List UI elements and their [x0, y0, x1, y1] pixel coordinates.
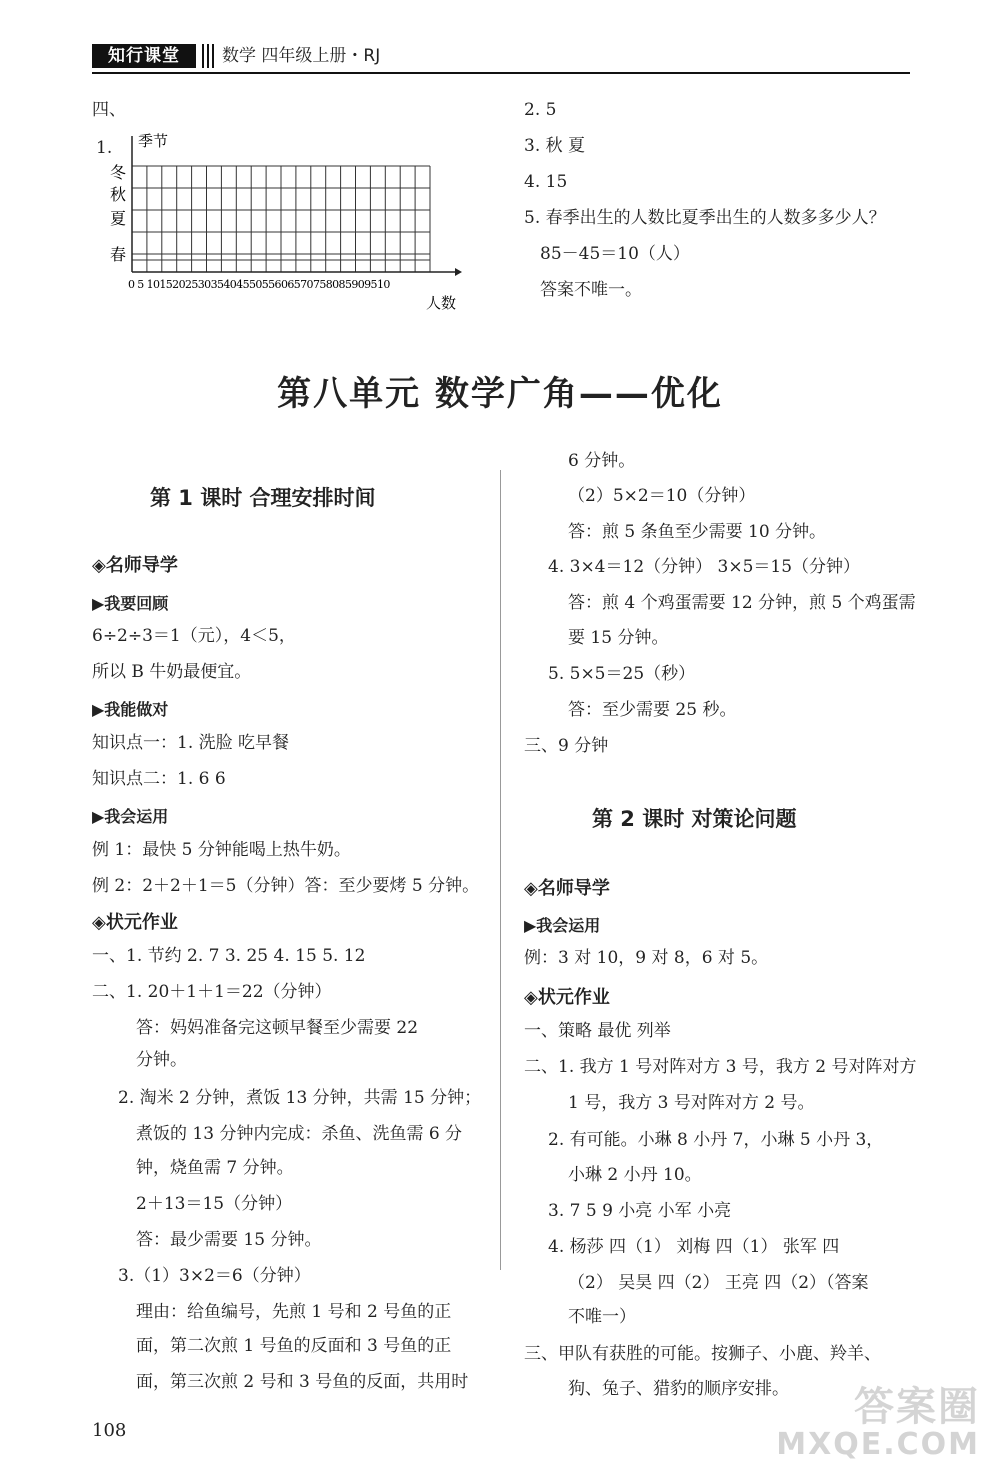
text-line: 三、9 分钟: [524, 736, 609, 756]
review-heading: ▶我要回顾: [92, 594, 169, 613]
text-line: 4. 15: [524, 172, 568, 192]
text-line: 6 分钟。: [568, 451, 636, 471]
season-bar-chart: [100, 130, 470, 315]
text-line: 5. 春季出生的人数比夏季出生的人数多多少人？: [524, 208, 886, 228]
apply-heading-2: ▶我会运用: [524, 916, 601, 935]
text-line: 2. 5: [524, 100, 557, 120]
section-guide-heading: ◈名师导学: [92, 555, 178, 576]
section-homework-heading: ◈状元作业: [92, 912, 178, 933]
can-do-line: 知识点一：1. 洗脸 吃早餐: [92, 733, 290, 753]
chart-grid: [132, 166, 430, 272]
text-line: 要 15 分钟。: [568, 628, 669, 648]
text-line: 5. 5×5＝25（秒）: [548, 664, 696, 684]
text-line: 分钟。: [136, 1050, 187, 1070]
text-line: 一、策略 最优 列举: [524, 1021, 671, 1041]
text-line: 3. 7 5 9 小亮 小军 小亮: [548, 1201, 732, 1221]
x-axis-arrow-icon: [455, 268, 462, 276]
section-guide-heading-2: ◈名师导学: [524, 878, 610, 899]
apply-heading: ▶我会运用: [92, 807, 169, 826]
chart-y-axis-title: 季节: [138, 132, 169, 150]
text-line: 答：煎 5 条鱼至少需要 10 分钟。: [568, 522, 827, 542]
text-line: 4. 3×4＝12（分钟） 3×5＝15（分钟）: [548, 557, 861, 577]
chart-row-labels: [110, 163, 126, 264]
lesson-1-title: 第 1 课时 合理安排时间: [150, 486, 376, 510]
header-rule: [92, 72, 910, 74]
text-line: 面，第二次煎 1 号鱼的反面和 3 号鱼的正: [136, 1336, 452, 1356]
watermark-logo: 答案圈 MXQE.COM: [776, 1384, 980, 1462]
row-label: 夏: [110, 209, 127, 228]
text-line: 3. 秋 夏: [524, 136, 586, 156]
row-label: 秋: [110, 185, 127, 204]
text-line: 3.（1）3×2＝6（分钟）: [118, 1266, 311, 1286]
text-line: （2） 吴昊 四（2） 王亮 四（2）（答案: [568, 1273, 869, 1293]
chart-x-axis-title: 人数: [426, 294, 457, 312]
row-label: 春: [110, 245, 127, 264]
text-line: 不唯一）: [568, 1307, 636, 1327]
text-line: 2＋13＝15（分钟）: [136, 1194, 293, 1214]
text-line: 面，第三次煎 2 号和 3 号鱼的反面，共用时: [136, 1372, 469, 1392]
apply-line: 例 1：最快 5 分钟能喝上热牛奶。: [92, 840, 351, 860]
lesson-2-title: 第 2 课时 对策论问题: [592, 807, 797, 831]
text-line: （2）5×2＝10（分钟）: [568, 486, 756, 506]
can-do-line: 知识点二：1. 6 6: [92, 769, 226, 789]
can-do-heading: ▶我能做对: [92, 700, 169, 719]
text-line: 三、甲队有获胜的可能。按狮子、小鹿、羚羊、: [524, 1344, 881, 1364]
book-title: 数学 四年级上册・RJ: [222, 46, 381, 66]
text-line: 答案不唯一。: [540, 280, 642, 300]
column-divider: [500, 470, 501, 1270]
unit-title: 第八单元 数学广角——优化: [277, 374, 723, 414]
review-line: 所以 B 牛奶最便宜。: [92, 662, 252, 682]
series-logo: 知行课堂: [92, 44, 196, 68]
section-number: 四、: [92, 100, 126, 120]
text-line: 答：煎 4 个鸡蛋需要 12 分钟，煎 5 个鸡蛋需: [568, 593, 916, 613]
text-line: 85－45＝10（人）: [540, 244, 690, 264]
header-divider-bars: [200, 44, 216, 68]
item-number: 1.: [96, 138, 113, 158]
review-line: 6÷2÷3＝1（元），4＜5，: [92, 626, 296, 646]
chart-x-ticks: 0 5 10152025303540455055606570758085909510: [128, 278, 390, 291]
text-line: 钟，烧鱼需 7 分钟。: [136, 1158, 294, 1178]
text-line: 2. 有可能。小琳 8 小丹 7，小琳 5 小丹 3，: [548, 1130, 884, 1150]
text-line: 一、1. 节约 2. 7 3. 25 4. 15 5. 12: [92, 946, 366, 966]
text-line: 狗、兔子、猎豹的顺序安排。: [568, 1379, 789, 1399]
text-line: 小琳 2 小丹 10。: [568, 1165, 702, 1185]
text-line: 理由：给鱼编号，先煎 1 号和 2 号鱼的正: [136, 1302, 452, 1322]
text-line: 1 号，我方 3 号对阵对方 2 号。: [568, 1093, 815, 1113]
row-label: 冬: [110, 163, 127, 182]
text-line: 煮饭的 13 分钟内完成：杀鱼、洗鱼需 6 分: [136, 1124, 463, 1144]
text-line: 二、1. 我方 1 号对阵对方 3 号，我方 2 号对阵对方: [524, 1057, 917, 1077]
page-number: 108: [92, 1420, 127, 1441]
text-line: 二、1. 20＋1＋1＝22（分钟）: [92, 982, 332, 1002]
apply-line: 例 2：2＋2＋1＝5（分钟）答：至少要烤 5 分钟。: [92, 876, 480, 896]
text-line: 答：至少需要 25 秒。: [568, 700, 737, 720]
section-homework-heading-2: ◈状元作业: [524, 987, 610, 1008]
text-line: 答：妈妈准备完这顿早餐至少需要 22: [136, 1018, 419, 1038]
apply-line-2: 例：3 对 10，9 对 8，6 对 5。: [524, 948, 769, 968]
text-line: 答：最少需要 15 分钟。: [136, 1230, 322, 1250]
text-line: 2. 淘米 2 分钟，煮饭 13 分钟，共需 15 分钟；: [118, 1088, 482, 1108]
text-line: 4. 杨莎 四（1） 刘梅 四（1） 张军 四: [548, 1237, 840, 1257]
